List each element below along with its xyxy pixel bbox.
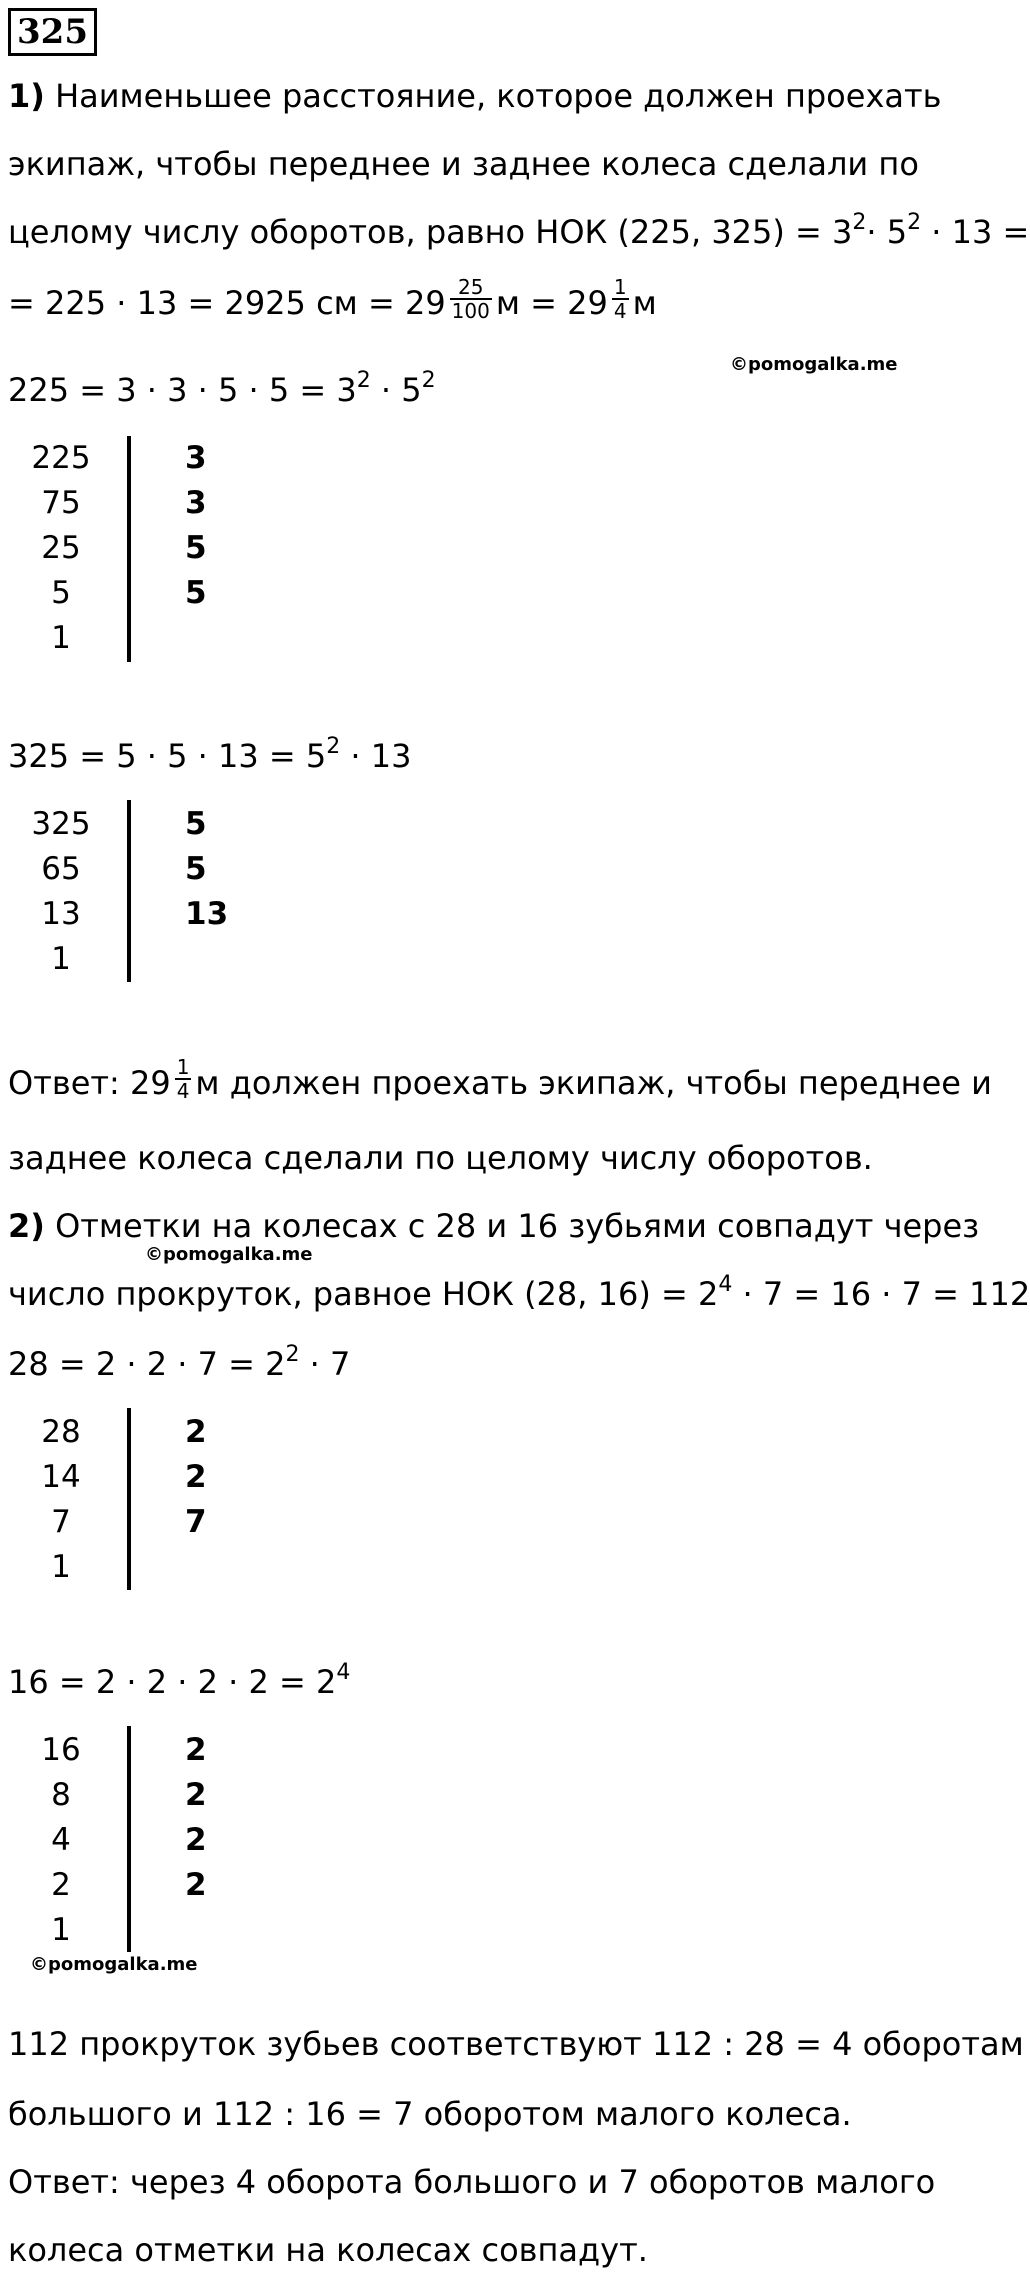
answer1-line2: заднее колеса сделали по целому числу оборотов. <box>8 1139 873 1177</box>
factor-left-cell: 16 <box>41 1732 81 1768</box>
expr-dot: · <box>866 213 887 251</box>
factor-left-cell: 1 <box>51 1549 71 1585</box>
eq-text: 16 = 2 · 2 · 2 · 2 = <box>8 1663 317 1701</box>
factor-divider-28 <box>127 1408 131 1590</box>
factor-left-cell: 1 <box>51 620 71 656</box>
eq-text: 325 = 5 · 5 · 13 = <box>8 737 306 775</box>
factor-right-cell: 5 <box>185 806 207 842</box>
expr-base: 5 <box>305 737 327 775</box>
factor-right-cell: 7 <box>185 1504 207 1540</box>
factor-divider-325 <box>127 800 131 982</box>
expr-exp: 2 <box>326 734 341 759</box>
factor-table-28-right <box>185 1410 207 1545</box>
fraction-denominator: 100 <box>451 299 490 323</box>
factor-right-cell: 2 <box>185 1822 207 1858</box>
fraction-25-100 <box>450 276 492 322</box>
factor-table-225-left <box>16 436 106 661</box>
eq-225 <box>8 370 436 410</box>
conclusion-line2: большого и 112 : 16 = 7 оборотом малого колеса. <box>8 2095 852 2133</box>
eq-28 <box>8 1344 350 1384</box>
eq-text: 225 = 3 · 3 · 5 · 5 = <box>8 371 337 409</box>
answer-text-a: Ответ: 29 <box>8 1064 171 1102</box>
watermark: ©pomogalka.me <box>30 1954 198 1975</box>
expr-exp: 4 <box>718 1272 733 1297</box>
factor-table-28-left <box>16 1410 106 1590</box>
answer2-line2: колеса отметки на колесах совпадут. <box>8 2231 648 2269</box>
line4-part-a: = 225 · 13 = 2925 см = 29 <box>8 284 446 322</box>
factor-right-cell: 2 <box>185 1414 207 1450</box>
part1-line1-text: Наименьшее расстояние, которое должен проехать <box>44 77 942 115</box>
expr-exp: 2 <box>907 210 922 235</box>
factor-right-cell: 13 <box>185 896 229 932</box>
factor-left-cell: 7 <box>51 1504 71 1540</box>
expr-tail: · 7 <box>299 1345 351 1383</box>
factor-right-cell: 2 <box>185 1732 207 1768</box>
factor-divider-16 <box>127 1726 131 1952</box>
factor-left-cell: 2 <box>51 1867 71 1903</box>
fraction-numerator: 25 <box>450 276 492 300</box>
line4-part-b: м = 29 <box>495 284 608 322</box>
conclusion-line1: 112 прокруток зубьев соответствуют 112 : 28 = 4 оборотам <box>8 2025 1024 2063</box>
expr-tail: · 7 = 16 · 7 = 112 <box>732 1275 1030 1313</box>
part1-label: 1) <box>8 77 45 115</box>
expr-exp: 2 <box>356 368 371 393</box>
factor-right-cell: 2 <box>185 1459 207 1495</box>
fraction-1-4 <box>612 276 629 322</box>
factor-right-cell: 5 <box>185 530 207 566</box>
factor-right-cell: 2 <box>185 1867 207 1903</box>
part2-line2 <box>8 1274 1030 1314</box>
fraction-denominator: 4 <box>176 1079 190 1103</box>
part1-line3 <box>8 212 1029 252</box>
expr-tail: · 13 <box>340 737 412 775</box>
factor-right-cell: 3 <box>185 440 207 476</box>
factor-left-cell: 13 <box>41 896 81 932</box>
part1-line1 <box>8 76 941 116</box>
factor-table-16-left <box>16 1728 106 1953</box>
part2-line1 <box>8 1206 979 1246</box>
answer-text-b: м должен проехать экипаж, чтобы переднее и <box>195 1064 992 1102</box>
fraction-numerator: 1 <box>176 1055 190 1079</box>
factor-table-16-right <box>185 1728 207 1908</box>
expr-base: 2 <box>697 1275 719 1313</box>
expr-exp: 4 <box>336 1660 351 1685</box>
factor-left-cell: 65 <box>41 851 81 887</box>
expr-exp: 2 <box>852 210 867 235</box>
expr-exp: 2 <box>285 1342 300 1367</box>
factor-right-cell: 2 <box>185 1777 207 1813</box>
factor-left-cell: 4 <box>51 1822 71 1858</box>
part2-label: 2) <box>8 1207 45 1245</box>
factor-table-325-right <box>185 802 228 937</box>
fraction-numerator: 1 <box>613 275 627 299</box>
expr-base: 5 <box>886 213 908 251</box>
eq-325 <box>8 736 411 776</box>
part1-line3-text: целому числу оборотов, равно НОК (225, 325) = <box>8 213 833 251</box>
part1-line4 <box>8 275 657 328</box>
task-number: 325 <box>8 8 97 56</box>
factor-left-cell: 8 <box>51 1777 71 1813</box>
factor-left-cell: 325 <box>31 806 91 842</box>
expr-base: 3 <box>336 371 357 409</box>
expr-dot: · <box>370 371 402 409</box>
expr-base: 2 <box>316 1663 337 1701</box>
expr-tail: · 13 = <box>921 213 1030 251</box>
factor-table-225-right <box>185 436 207 616</box>
factor-divider-225 <box>127 436 131 662</box>
fraction-1-4 <box>175 1056 192 1102</box>
part2-line1-text: Отметки на колесах с 28 и 16 зубьями совпадут через <box>44 1207 980 1245</box>
factor-left-cell: 75 <box>41 485 81 521</box>
answer2-line1: Ответ: через 4 оборота большого и 7 оборотов малого <box>8 2163 936 2201</box>
factor-left-cell: 1 <box>51 1912 71 1948</box>
factor-right-cell: 3 <box>185 485 207 521</box>
watermark: ©pomogalka.me <box>730 354 898 375</box>
line4-part-c: м <box>632 284 657 322</box>
factor-table-325-left <box>16 802 106 982</box>
expr-base: 2 <box>265 1345 286 1383</box>
factor-right-cell: 5 <box>185 575 207 611</box>
watermark: ©pomogalka.me <box>145 1244 313 1265</box>
expr-base: 3 <box>832 213 853 251</box>
part2-line2-text: число прокруток, равное НОК (28, 16) = <box>8 1275 698 1313</box>
fraction-denominator: 4 <box>613 299 627 323</box>
expr-exp: 2 <box>421 368 436 393</box>
eq-text: 28 = 2 · 2 · 7 = <box>8 1345 266 1383</box>
factor-left-cell: 225 <box>31 440 91 476</box>
factor-left-cell: 5 <box>51 575 71 611</box>
part1-line2: экипаж, чтобы переднее и заднее колеса сделали по <box>8 145 919 183</box>
factor-right-cell: 5 <box>185 851 207 887</box>
factor-left-cell: 28 <box>41 1414 81 1450</box>
factor-left-cell: 25 <box>41 530 81 566</box>
factor-left-cell: 1 <box>51 941 71 977</box>
eq-16 <box>8 1662 350 1702</box>
expr-base: 5 <box>401 371 422 409</box>
factor-left-cell: 14 <box>41 1459 81 1495</box>
answer1-line1 <box>8 1055 992 1108</box>
